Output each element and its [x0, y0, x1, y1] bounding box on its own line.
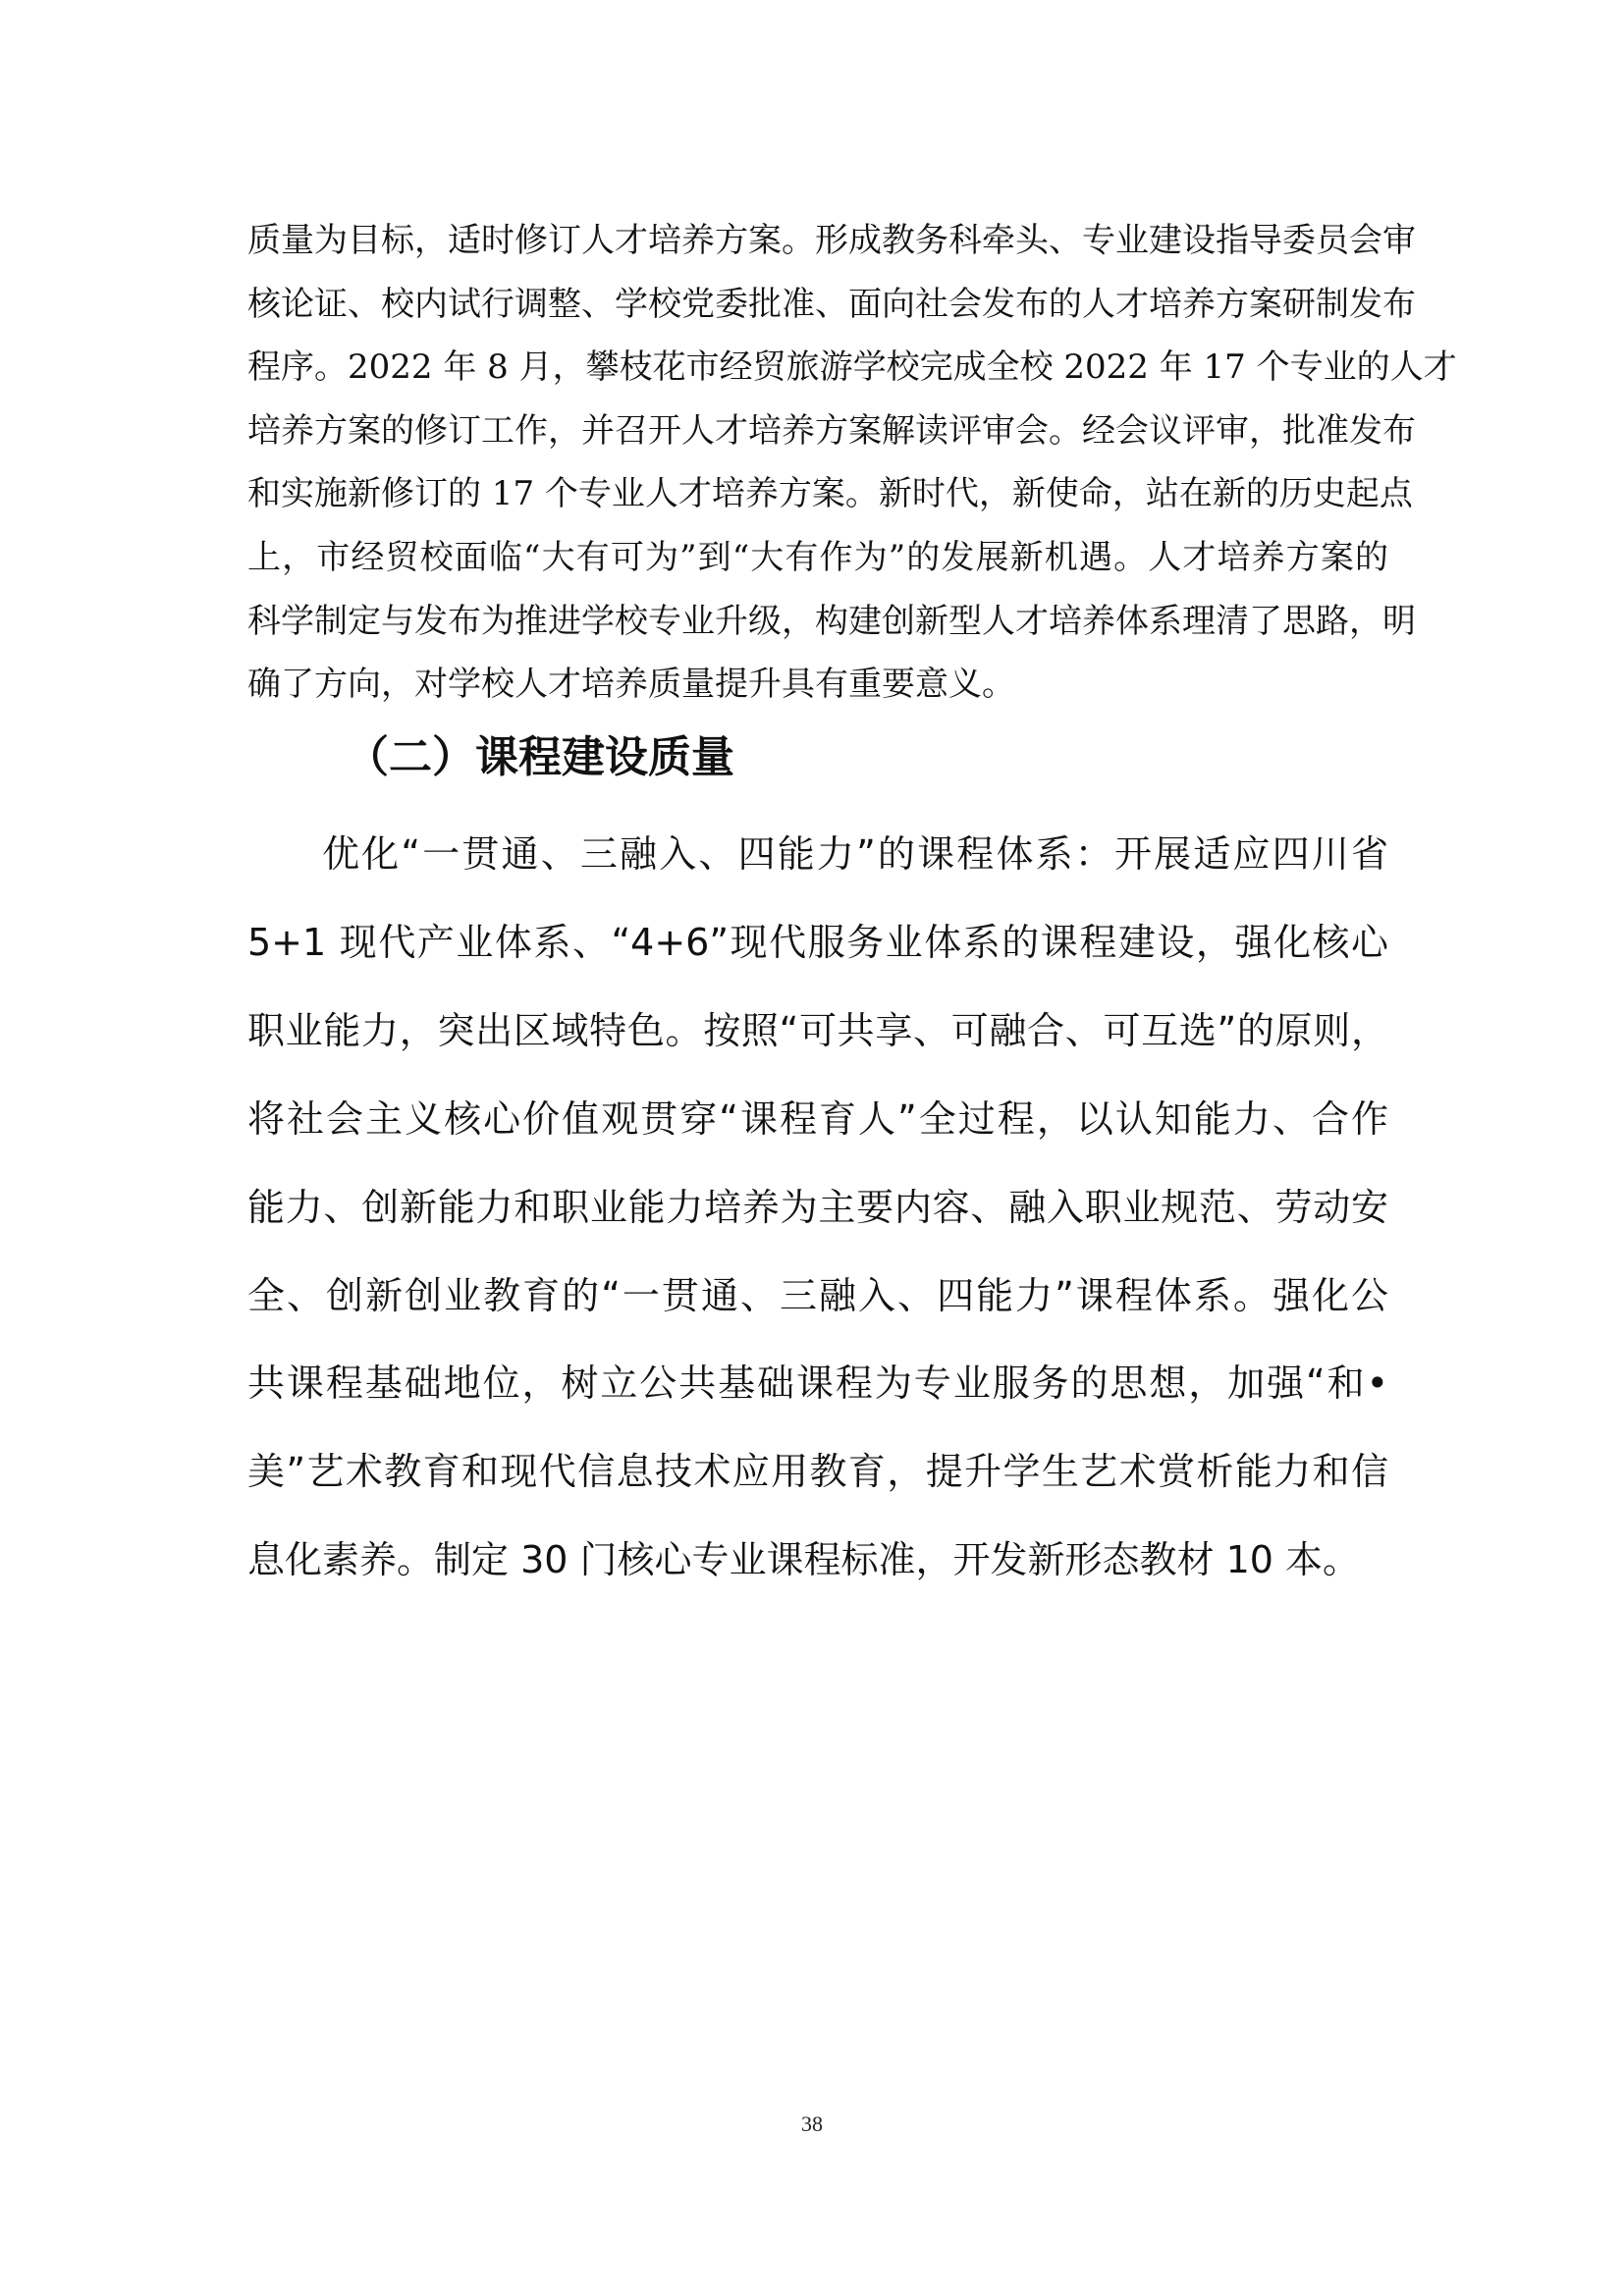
- paragraph-line: 确了方向，对学校人才培养质量提升具有重要意义。: [247, 665, 1015, 705]
- paragraph-line: 培养方案的修订工作，并召开人才培养方案解读评审会。经会议评审，批准发布: [247, 410, 1416, 451]
- paragraph-line: 优化“一贯通、三融入、四能力”的课程体系：开展适应四川省: [322, 832, 1388, 876]
- paragraph-line: 将社会主义核心价值观贯穿“课程育人”全过程，以认知能力、合作: [247, 1096, 1388, 1141]
- paragraph-line: 上，市经贸校面临“大有可为”到“大有作为”的发展新机遇。人才培养方案的: [247, 537, 1388, 577]
- paragraph-line: 质量为目标，适时修订人才培养方案。形成教务科牵头、专业建设指导委员会审: [247, 221, 1416, 260]
- paragraph-line: 全、创新创业教育的“一贯通、三融入、四能力”课程体系。强化公: [247, 1273, 1388, 1317]
- page-number: 38: [801, 2111, 823, 2136]
- paragraph-line: 核论证、校内试行调整、学校党委批准、面向社会发布的人才培养方案研制发布: [247, 284, 1416, 324]
- paragraph-line: 科学制定与发布为推进学校专业升级，构建创新型人才培养体系理清了思路，明: [247, 601, 1416, 641]
- paragraph-line: 职业能力，突出区域特色。按照“可共享、可融合、可互选”的原则，: [247, 1008, 1388, 1052]
- body-paragraph-curriculum-system: [247, 811, 1388, 1605]
- paragraph-line: 程序。2022 年 8 月，攀枝花市经贸旅游学校完成全校 2022 年 17 个专业的人才: [247, 347, 1457, 388]
- body-paragraph-talent-training-plan: [247, 209, 1457, 717]
- section-heading: （二）课程建设质量: [346, 732, 734, 782]
- paragraph-line: 共课程基础地位，树立公共基础课程为专业服务的思想，加强“和•: [247, 1362, 1388, 1406]
- paragraph-line: 能力、创新能力和职业能力培养为主要内容、融入职业规范、劳动安: [247, 1185, 1388, 1229]
- paragraph-line: 息化素养。制定 30 门核心专业课程标准，开发新形态教材 10 本。: [247, 1538, 1361, 1582]
- paragraph-line: 5+1 现代产业体系、“4+6”现代服务业体系的课程建设，强化核心: [247, 920, 1388, 964]
- paragraph-line: 美”艺术教育和现代信息技术应用教育，提升学生艺术赏析能力和信: [247, 1450, 1388, 1494]
- paragraph-line: 和实施新修订的 17 个专业人才培养方案。新时代，新使命，站在新的历史起点: [247, 474, 1413, 514]
